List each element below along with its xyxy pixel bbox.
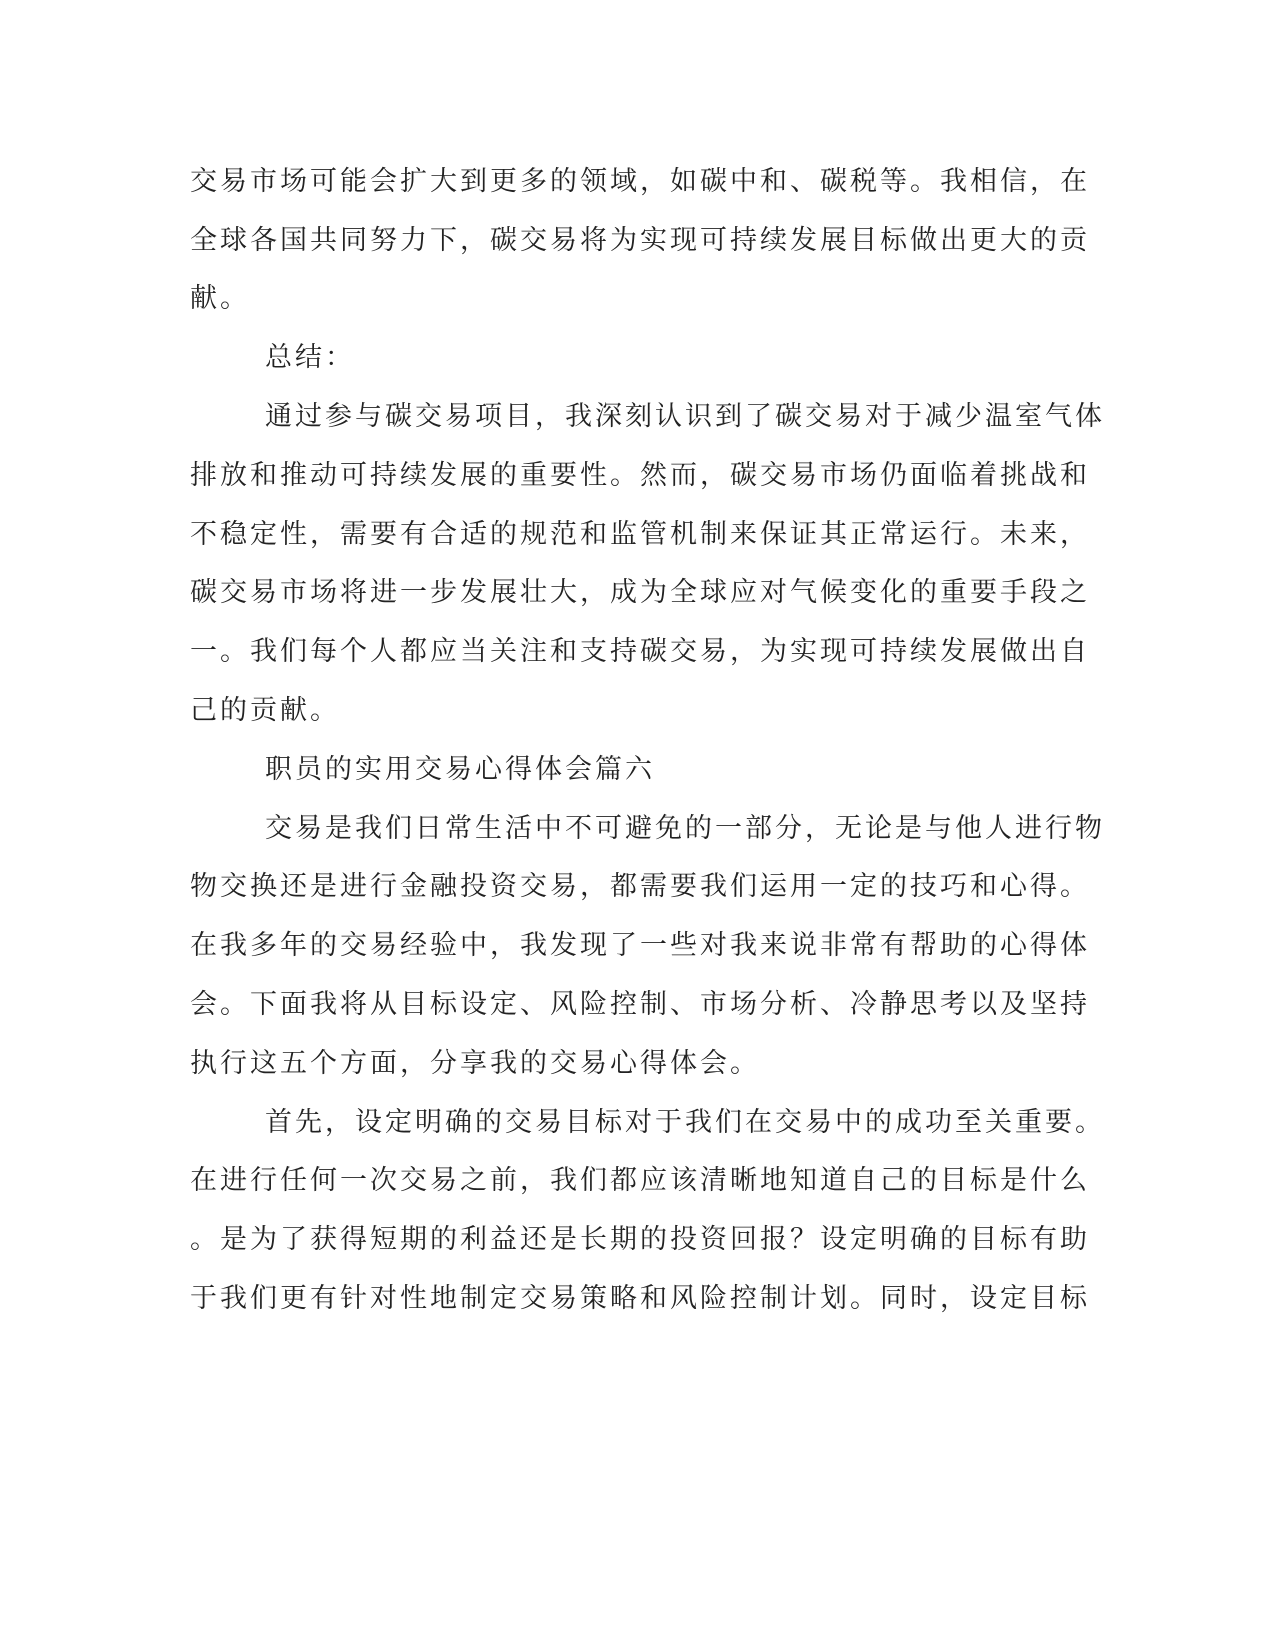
paragraph-line: 会。下面我将从目标设定、风险控制、市场分析、冷静思考以及坚持 (190, 989, 1090, 1020)
section-title: 职员的实用交易心得体会篇六 (265, 754, 655, 785)
paragraph-line: 。是为了获得短期的利益还是长期的投资回报？设定明确的目标有助 (190, 1224, 1090, 1255)
paragraph-line: 交易市场可能会扩大到更多的领域，如碳中和、碳税等。我相信，在 (190, 166, 1090, 197)
paragraph-line: 首先，设定明确的交易目标对于我们在交易中的成功至关重要。 (265, 1107, 1105, 1138)
paragraph-line: 通过参与碳交易项目，我深刻认识到了碳交易对于减少温室气体 (265, 401, 1105, 432)
paragraph-line: 献。 (190, 283, 250, 314)
paragraph-line: 全球各国共同努力下，碳交易将为实现可持续发展目标做出更大的贡 (190, 225, 1090, 256)
paragraph-line: 执行这五个方面，分享我的交易心得体会。 (190, 1048, 760, 1079)
paragraph-line: 碳交易市场将进一步发展壮大，成为全球应对气候变化的重要手段之 (190, 577, 1090, 608)
paragraph-line: 于我们更有针对性地制定交易策略和风险控制计划。同时，设定目标 (190, 1283, 1090, 1314)
paragraph-line: 物交换还是进行金融投资交易，都需要我们运用一定的技巧和心得。 (190, 871, 1090, 902)
section-heading: 总结： (265, 342, 355, 373)
paragraph-line: 交易是我们日常生活中不可避免的一部分，无论是与他人进行物 (265, 813, 1105, 844)
paragraph-line: 排放和推动可持续发展的重要性。然而，碳交易市场仍面临着挑战和 (190, 460, 1090, 491)
paragraph-line: 在进行任何一次交易之前，我们都应该清晰地知道自己的目标是什么 (190, 1165, 1090, 1196)
paragraph-line: 在我多年的交易经验中，我发现了一些对我来说非常有帮助的心得体 (190, 930, 1090, 961)
paragraph-line: 己的贡献。 (190, 695, 340, 726)
paragraph-line: 不稳定性，需要有合适的规范和监管机制来保证其正常运行。未来， (190, 519, 1090, 550)
paragraph-line: 一。我们每个人都应当关注和支持碳交易，为实现可持续发展做出自 (190, 636, 1090, 667)
